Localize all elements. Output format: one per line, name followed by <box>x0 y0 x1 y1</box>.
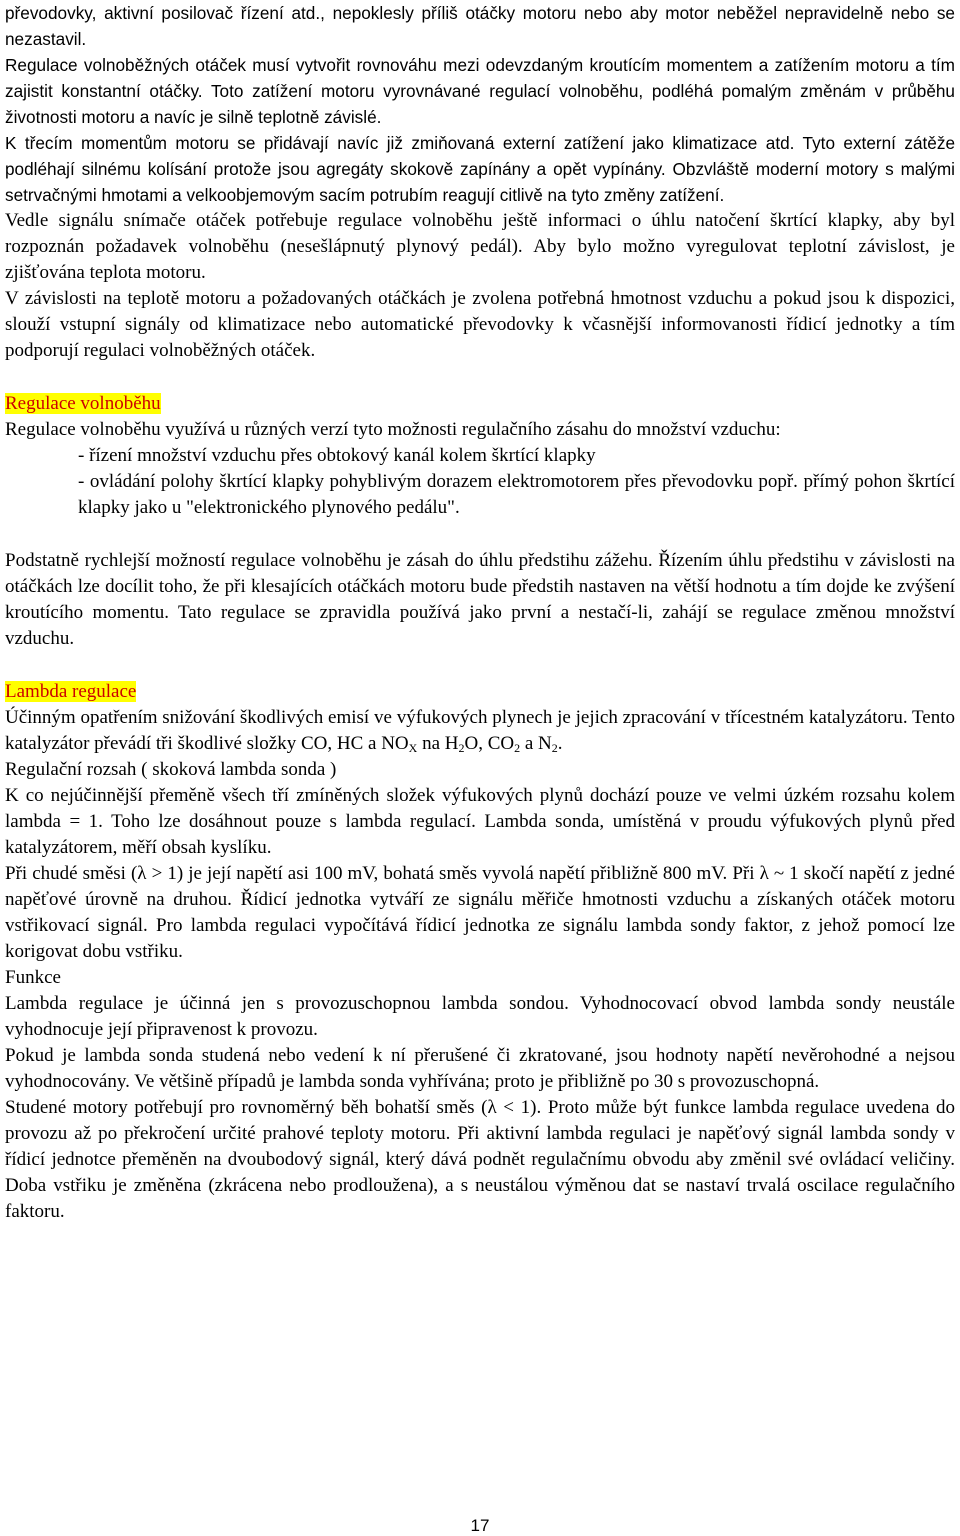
paragraph-idle-balance: Regulace volnoběžných otáček musí vytvořit rovnováhu mezi odevzdaným kroutícím momentem a zatížením motoru a tím zajistit konstantní otáčky. Toto zatížení motoru vyrovnávané regulací volnoběhu, podléhá pomalým změnám v průběhu životnosti motoru a navíc je silně teplotně závislé. <box>5 55 955 127</box>
list-item: - řízení množství vzduchu přes obtokový kanál kolem škrtící klapky <box>78 445 596 466</box>
section-heading-lambda: Lambda regulace <box>5 681 137 702</box>
paragraph-catalyst: Účinným opatřením snižování škodlivých emisí ve výfukových plynech je jejich zpracování v třícestném katalyzátoru. Tento katalyzátor převádí tři škodlivé složky CO, HC a $NO_X$ na $H_2O$, $CO_2$ a $N_2$. <box>5 707 955 755</box>
paragraph-mixture-voltage: Při chudé směsi (λ > 1) je její napětí asi 100 mV, bohatá směs vyvolá napětí přibližně 800 mV. Při λ ~ 1 skočí napětí z jedné napěťové úrovně na druhou. Řídicí jednotka vytváří ze signálu měřiče hmotnosti vzduchu a získaných otáček motoru vstřikovací signál. Pro lambda regulaci vypočítává řídicí jednotka ze signálu lambda sondy faktor, z jehož pomocí lze korigovat dobu vstřiku. <box>5 863 955 962</box>
paragraph-idle-intro: Regulace volnoběhu využívá u různých verzí tyto možnosti regulačního zásahu do množství vzduchu: <box>5 419 781 440</box>
paragraph-friction-loads: K třecím momentům motoru se přidávají navíc již zmiňovaná externí zatížení jako klimatizace atd. Tyto externí zátěže podléhají silnému kolísání protože jsou agregáty skokově zapínány a opět vypínány. Obzvláště moderní motory s malými setrvačnými hmotami a velkoobjemovým sacím potrubím reagují citlivě na tyto změny zatížení. <box>5 133 955 205</box>
spacer <box>5 521 955 548</box>
paragraph-ignition-advance: Podstatně rychlejší možností regulace volnoběhu je zásah do úhlu předstihu zážehu. Řízením úhlu předstihu v závislosti na otáčkách lze docílit toho, že při klesajících otáčkách motoru bude předstih nastaven na větší hodnotu a tím dojde ke zvýšení kroutícího momentu. Tato regulace se zpravidla používá jako první a nestačí-li, zahájí se regulace změnou množství vzduchu. <box>5 550 955 649</box>
paragraph-probe-cold: Pokud je lambda sonda studená nebo vedení k ní přerušené či zkratované, jsou hodnoty napětí nevěrohodné a nejsou vyhodnocovány. Ve většině případů je lambda sonda vyhřívána; proto je přibližně po 30 s provozuschopná. <box>5 1045 955 1092</box>
paragraph-cold-engines: Studené motory potřebují pro rovnoměrný běh bohatší směs (λ < 1). Proto může být funkce lambda regulace uvedena do provozu až po překročení určité prahové teploty motoru. Při aktivní lambda regulaci je napěťový signál lambda sondy v řídicí jednotce přeměněn na dvoubodový signál, který dává podnět regulačnímu obvodu aby změnil své ovládací veličiny. Doba vstřiku je změněna (zkrácena nebo prodloužena), a s neustálou výměnou dat se nastaví trvalá oscilace regulačního faktoru. <box>5 1097 955 1222</box>
section-heading-idle-control: Regulace volnoběhu <box>5 393 161 414</box>
subheading-control-range: Regulační rozsah ( skoková lambda sonda ) <box>5 759 337 780</box>
paragraph-temperature: V závislosti na teplotě motoru a požadovaných otáčkách je zvolena potřebná hmotnost vzduchu a pokud jsou k dispozici, slouží vstupní signály od klimatizace nebo automatické převodovky k včasnější informovanosti řídicí jednotky a tím podporují regulaci volnoběžných otáček. <box>5 288 955 361</box>
paragraph-probe-ready: Lambda regulace je účinná jen s provozuschopnou lambda sondou. Vyhodnocovací obvod lambda sondy neustále vyhodnocuje její připravenost k provozu. <box>5 993 955 1040</box>
subheading-function: Funkce <box>5 967 61 988</box>
page-number: 17 <box>470 1516 490 1535</box>
paragraph-lambda-range: K co nejúčinnější přeměně všech tří zmíněných složek výfukových plynů dochází pouze ve velmi úzkém rozsahu kolem lambda = 1. Toho lze dosáhnout pouze s lambda regulací. Lambda sonda, umístěná v proudu výfukových plynů před katalyzátorem, měří obsah kyslíku. <box>5 785 955 858</box>
paragraph-continuation: převodovky, aktivní posilovač řízení atd., nepoklesly příliš otáčky motoru nebo aby motor neběžel nepravidelně nebo se nezastavil. <box>5 3 955 49</box>
spacer <box>5 364 955 391</box>
list-item: - ovládání polohy škrtící klapky pohyblivým dorazem elektromotorem přes převodovku popř. přímý pohon škrtící klapky jako u "elektronického plynového pedálu". <box>78 471 955 518</box>
spacer <box>5 652 955 679</box>
paragraph-throttle-signal: Vedle signálu snímače otáček potřebuje regulace volnoběhu ještě informaci o úhlu natočení škrtící klapky, aby byl rozpoznán požadavek volnoběhu (nesešlápnutý plynový pedál). Aby bylo možno vyregulovat teplotní závislost, je zjišťována teplota motoru. <box>5 210 955 283</box>
document-page <box>5 0 955 1225</box>
